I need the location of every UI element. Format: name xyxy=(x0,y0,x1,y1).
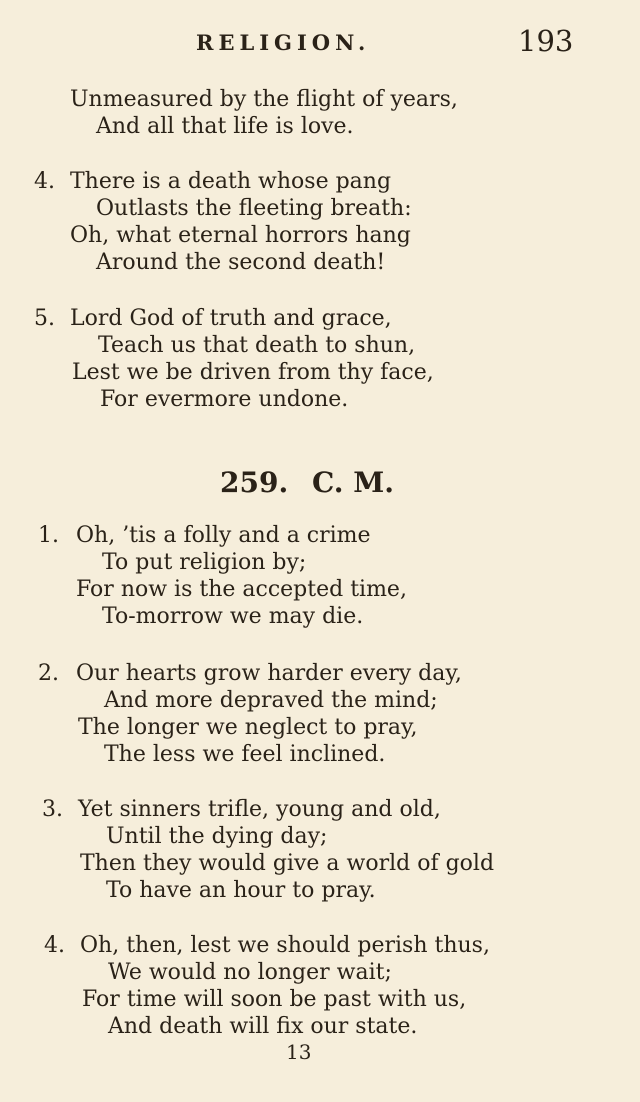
page-number: 193 xyxy=(518,24,574,58)
verse-line: Teach us that death to shun, xyxy=(98,333,416,358)
verse-line: Our hearts grow harder every day, xyxy=(76,661,462,686)
verse-line: To put religion by; xyxy=(102,550,307,575)
hymn-heading xyxy=(0,466,640,506)
verse-line: And more depraved the mind; xyxy=(104,688,438,713)
verse-line: The longer we neglect to pray, xyxy=(78,715,418,740)
verse-line: For time will soon be past with us, xyxy=(82,987,467,1012)
stanza-number: 3. xyxy=(42,797,63,822)
verse-line: There is a death whose pang xyxy=(70,169,392,194)
signature-mark: 13 xyxy=(286,1040,312,1064)
stanza-number: 4. xyxy=(44,933,65,958)
verse-line: The less we feel inclined. xyxy=(104,742,386,767)
verse-line: Lest we be driven from thy face, xyxy=(72,360,434,385)
running-head xyxy=(0,24,640,58)
verse-line: Lord God of truth and grace, xyxy=(70,306,392,331)
stanza-number: 2. xyxy=(38,661,59,686)
verse-line: Outlasts the fleeting breath: xyxy=(96,196,412,221)
verse-line: For evermore undone. xyxy=(100,387,349,412)
stanza-number: 5. xyxy=(34,306,55,331)
verse-line: Oh, then, lest we should perish thus, xyxy=(80,933,490,958)
hymn-number: 259. xyxy=(220,466,289,499)
verse-line: Oh, what eternal horrors hang xyxy=(70,223,411,248)
verse-line: To-morrow we may die. xyxy=(102,604,364,629)
verse-line: Then they would give a world of gold xyxy=(80,851,495,876)
verse-line: For now is the accepted time, xyxy=(76,577,407,602)
verse-line: Unmeasured by the flight of years, xyxy=(70,87,458,112)
hymn-meter: C. M. xyxy=(312,466,395,499)
verse-line: Around the second death! xyxy=(96,250,386,275)
verse-line: Until the dying day; xyxy=(106,824,328,849)
verse-line: To have an hour to pray. xyxy=(106,878,376,903)
section-title: RELIGION. xyxy=(196,30,371,55)
stanza-number: 4. xyxy=(34,169,55,194)
verse-line: Yet sinners trifle, young and old, xyxy=(78,797,441,822)
stanza-number: 1. xyxy=(38,523,59,548)
verse-line: And death will fix our state. xyxy=(108,1014,418,1039)
verse-line: We would no longer wait; xyxy=(108,960,392,985)
verse-line: And all that life is love. xyxy=(96,114,354,139)
verse-line: Oh, ’tis a folly and a crime xyxy=(76,523,371,548)
